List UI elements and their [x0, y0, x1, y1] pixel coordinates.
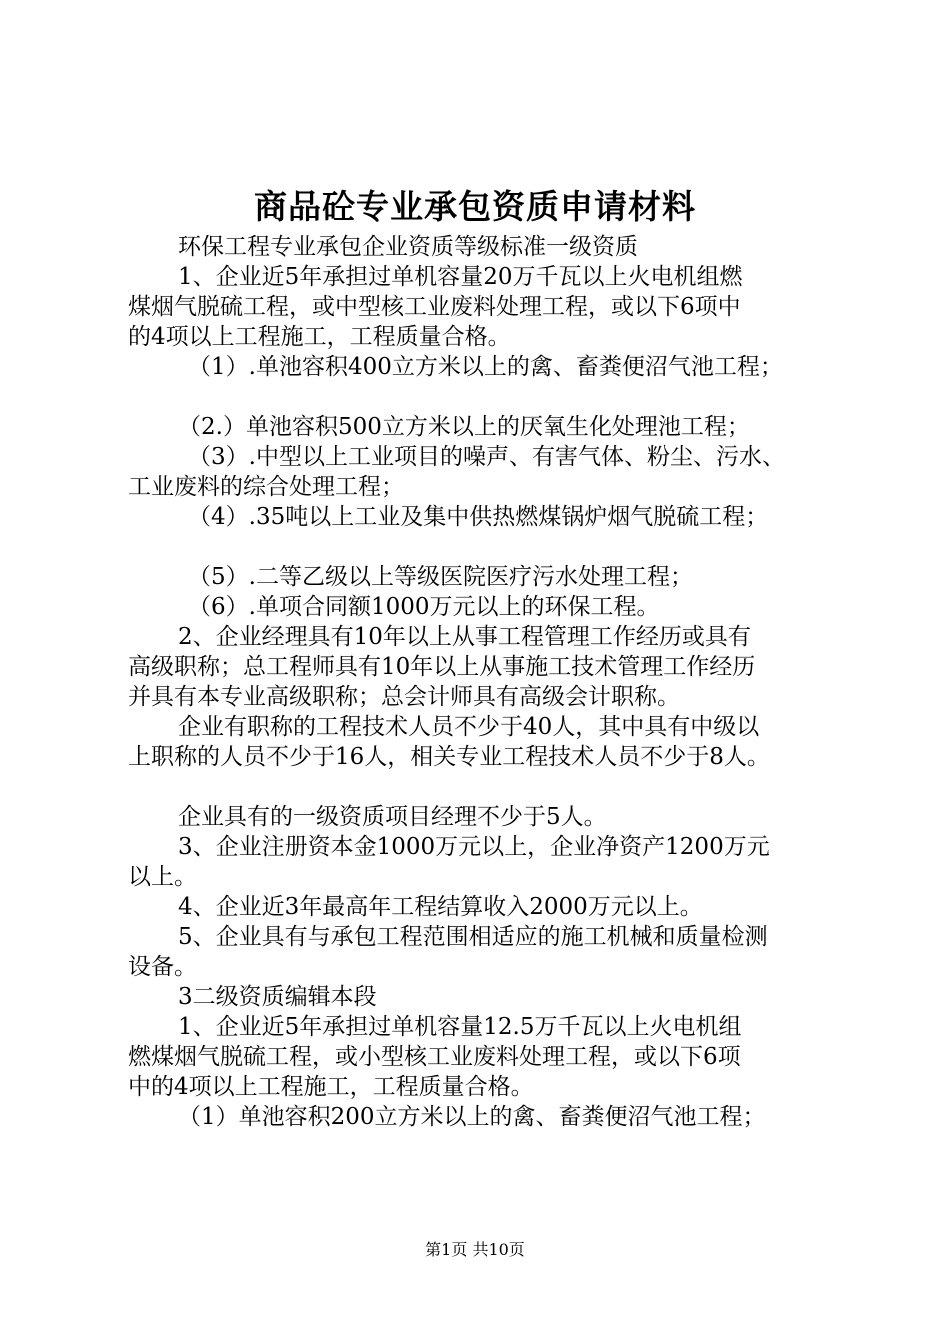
text-line: （4）.35吨以上工业及集中供热燃煤锅炉烟气脱硫工程；: [188, 504, 769, 530]
text-line: （2.）单池容积500立方米以上的厌氧生化处理池工程；: [178, 414, 750, 440]
text-line: 5、企业具有与承包工程范围相适应的施工机械和质量检测: [178, 924, 768, 950]
text-line: （6）.单项合同额1000万元以上的环保工程。: [188, 594, 660, 620]
text-line: 以上。: [128, 864, 197, 890]
text-line: 的4项以上工程施工，工程质量合格。: [128, 324, 511, 350]
text-line: （3）.中型以上工业项目的噪声、有害气体、粉尘、污水、: [188, 444, 785, 470]
text-line: 3二级资质编辑本段: [178, 984, 377, 1010]
text-line: 4、企业近3年最高年工程结算收入2000万元以上。: [178, 894, 703, 920]
text-line: 企业具有的一级资质项目经理不少于5人。: [178, 804, 607, 830]
text-line: 企业有职称的工程技术人员不少于40人，其中具有中级以: [178, 714, 760, 740]
text-line: 工业废料的综合处理工程；: [128, 474, 404, 500]
text-line: 设备。: [128, 954, 197, 980]
document-title: 商品砼专业承包资质申请材料: [254, 187, 696, 226]
text-line: 高级职称；总工程师具有10年以上从事施工技术管理工作经历: [128, 654, 756, 680]
text-line: 2、企业经理具有10年以上从事工程管理工作经历或具有: [178, 624, 751, 650]
text-line: 燃煤烟气脱硫工程，或小型核工业废料处理工程，或以下6项: [128, 1044, 741, 1070]
text-line: （5）.二等乙级以上等级医院医疗污水处理工程；: [188, 564, 693, 590]
text-line: 环保工程专业承包企业资质等级标准一级资质: [178, 234, 638, 260]
text-line: 3、企业注册资本金1000万元以上，企业净资产1200万元: [178, 834, 770, 860]
text-line: （1）.单池容积400立方米以上的禽、畜粪便沼气池工程；: [188, 354, 783, 380]
text-line: 1、企业近5年承担过单机容量12.5万千瓦以上火电机组: [178, 1014, 742, 1040]
text-line: （1）单池容积200立方米以上的禽、畜粪便沼气池工程；: [178, 1104, 766, 1130]
text-line: 并具有本专业高级职称；总会计师具有高级会计职称。: [128, 684, 680, 710]
text-line: 煤烟气脱硫工程，或中型核工业废料处理工程，或以下6项中: [128, 294, 741, 320]
text-line: 中的4项以上工程施工，工程质量合格。: [128, 1074, 534, 1100]
text-line: 1、企业近5年承担过单机容量20万千瓦以上火电机组燃: [178, 264, 743, 290]
text-line: 上职称的人员不少于16人，相关专业工程技术人员不少于8人。: [128, 744, 770, 770]
document-body: [128, 232, 853, 1132]
page-footer: 第1页 共10页: [425, 1240, 525, 1259]
